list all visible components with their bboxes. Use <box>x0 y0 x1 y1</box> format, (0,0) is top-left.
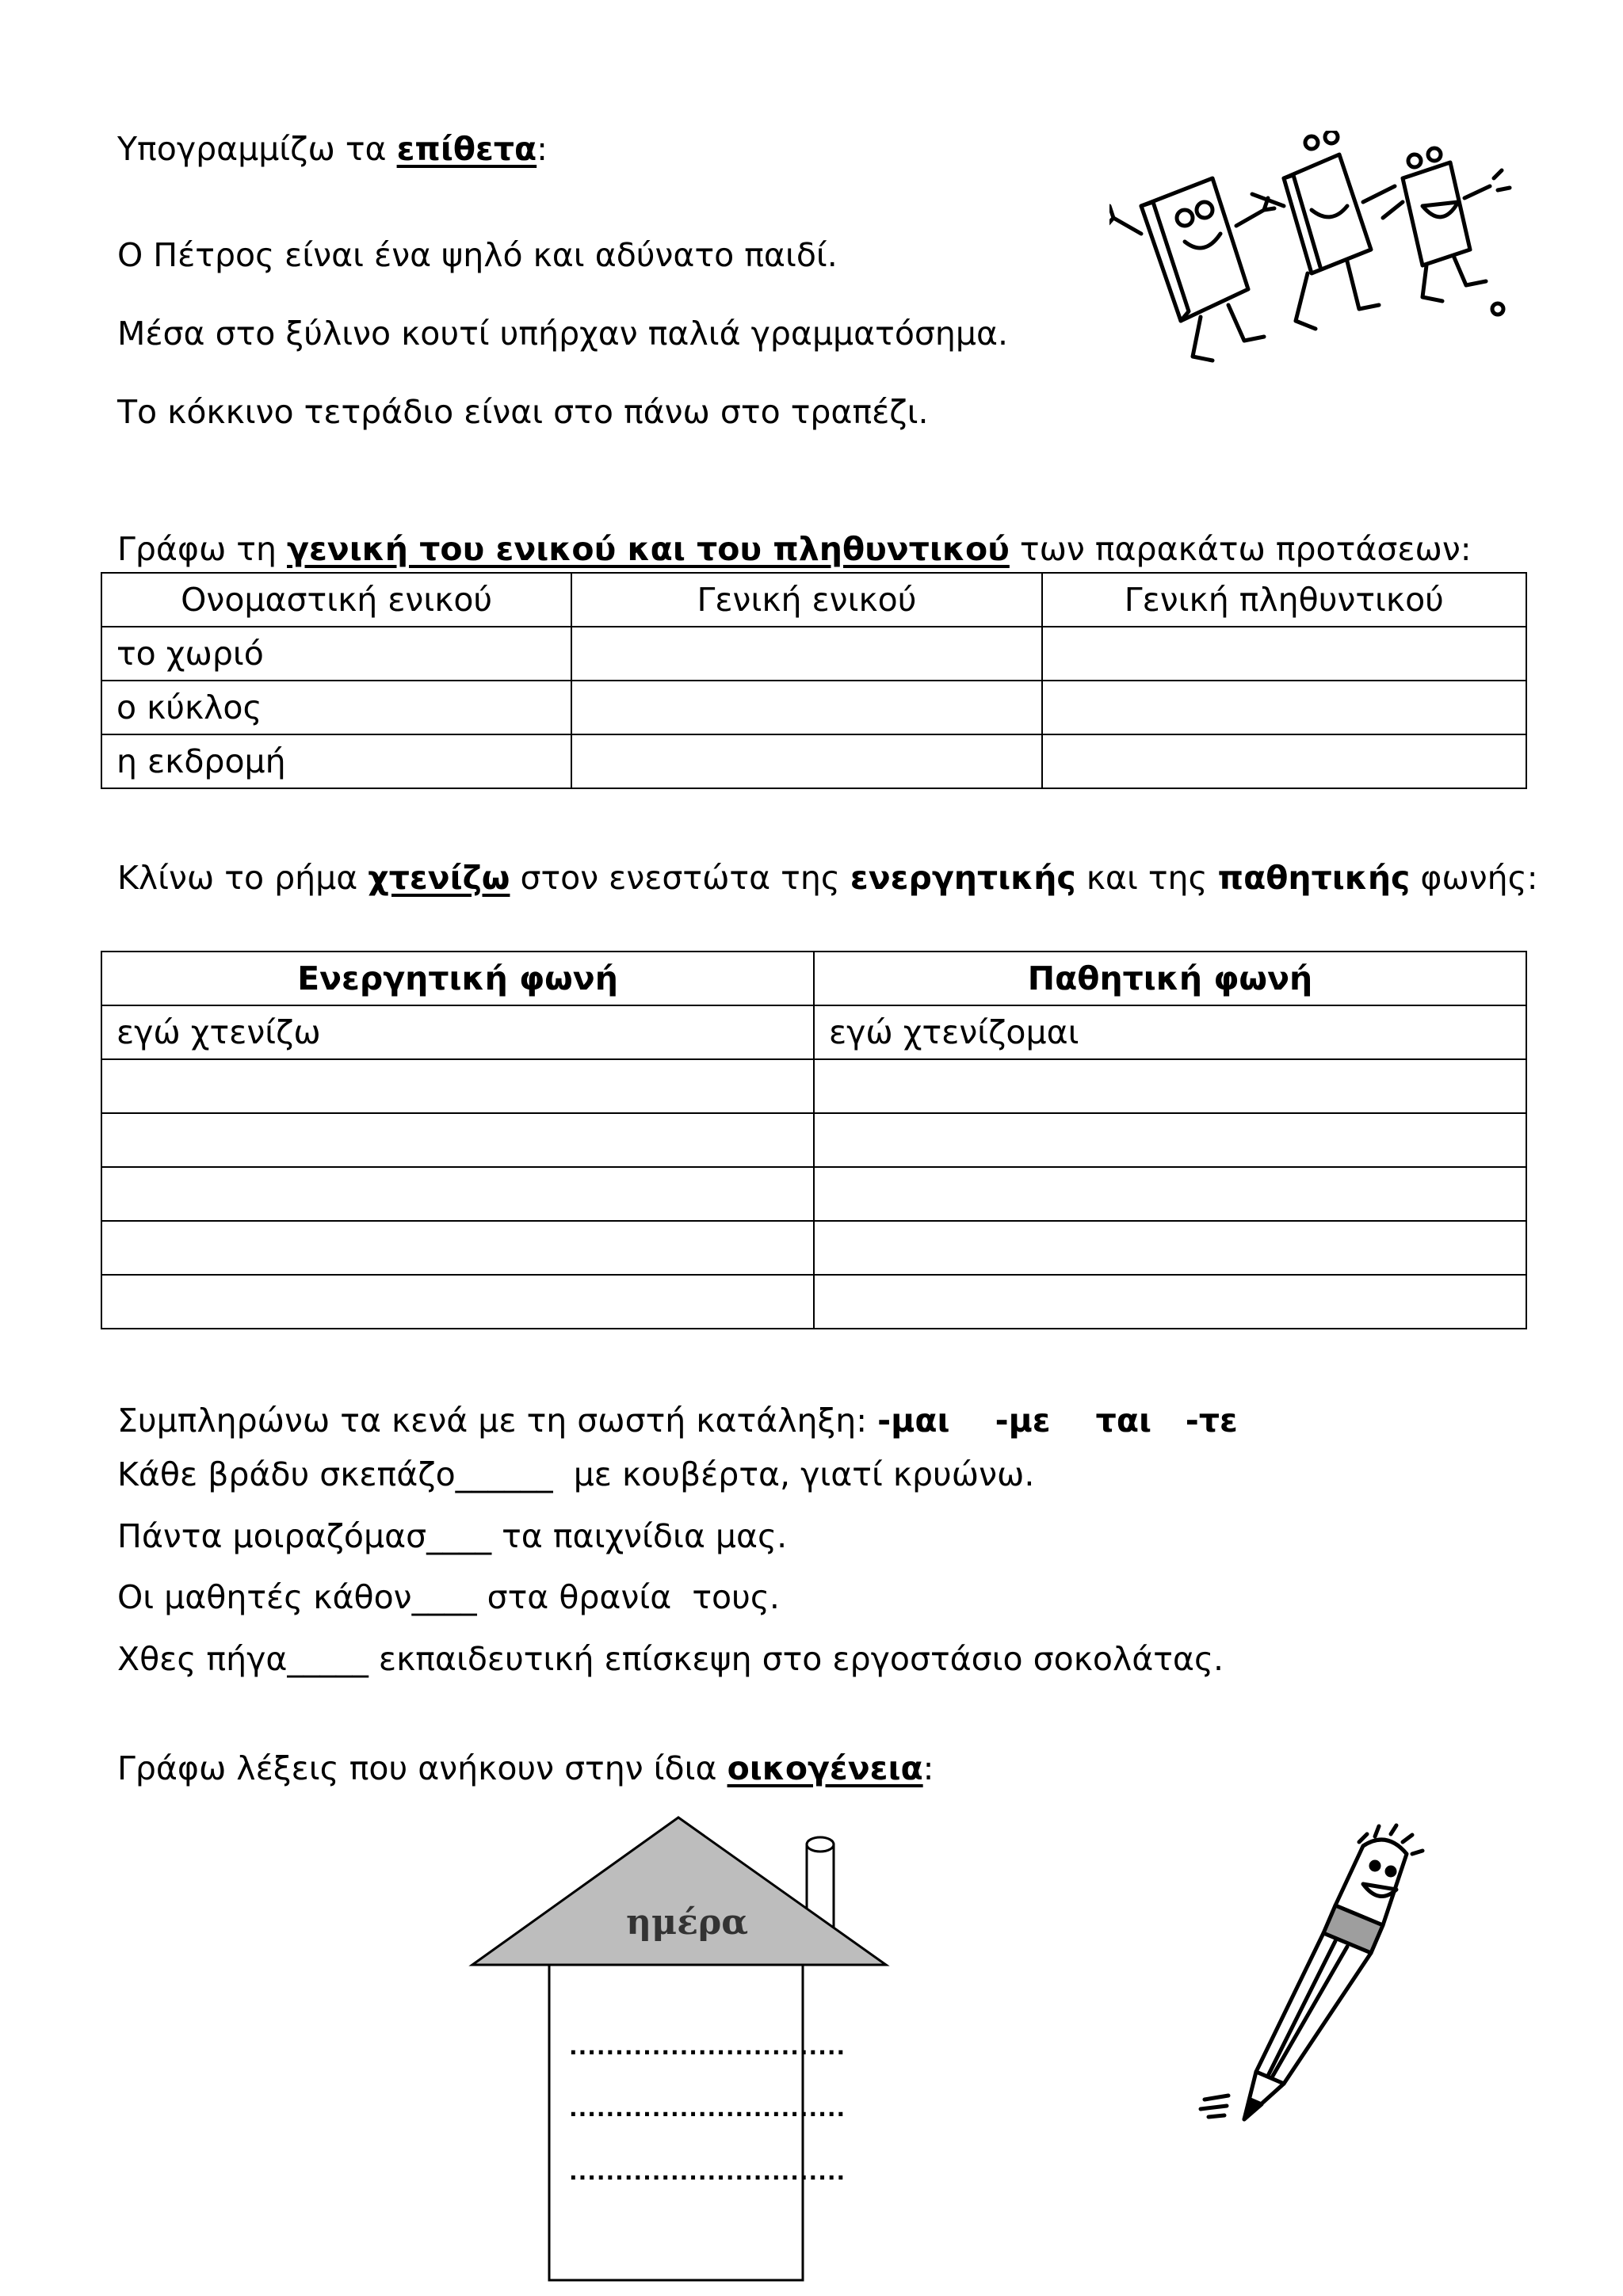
answer-cell[interactable] <box>571 681 1041 734</box>
adjective-sentence: Μέσα στο ξύλινο κουτί υπήρχαν παλιά γραμματόσημα. <box>117 315 1009 353</box>
table-row <box>101 1221 1526 1275</box>
answer-cell[interactable] <box>814 1275 1526 1329</box>
adjectives-instruction: Υπογραμμίζω τα επίθετα: <box>117 130 548 168</box>
dotted-line[interactable]: .............................. <box>569 2159 846 2185</box>
fill-sentence: Οι μαθητές κάθον____ στα θρανία τους. <box>117 1578 780 1616</box>
answer-cell[interactable] <box>814 1113 1526 1167</box>
house-body <box>549 1965 803 2280</box>
answer-cell[interactable] <box>101 1113 814 1167</box>
genitive-keyword: γενική του ενικού και του πληθυντικού <box>287 530 1010 568</box>
table-cell: εγώ χτενίζω <box>101 1005 814 1059</box>
table-row <box>101 1059 1526 1113</box>
table-cell: το χωριό <box>101 627 571 681</box>
table-header: Γενική πληθυντικού <box>1042 573 1526 627</box>
table-row <box>101 1113 1526 1167</box>
chimney-top <box>807 1837 834 1852</box>
answer-cell[interactable] <box>571 627 1041 681</box>
genitive-instruction: Γράφω τη γενική του ενικού και του πληθυντικού των παρακάτω προτάσεων: <box>117 530 1472 568</box>
answer-cell[interactable] <box>1042 681 1526 734</box>
table-header: Γενική ενικού <box>571 573 1041 627</box>
active-keyword: ενεργητικής <box>850 859 1076 897</box>
answer-cell[interactable] <box>101 1275 814 1329</box>
answer-cell[interactable] <box>571 734 1041 788</box>
root-word: ημέρα <box>626 1902 749 1943</box>
fill-sentence: Πάντα μοιραζόμασ____ τα παιχνίδια μας. <box>117 1517 788 1555</box>
answer-cell[interactable] <box>101 1167 814 1221</box>
family-keyword: οικογένεια <box>727 1749 923 1787</box>
answer-cell[interactable] <box>814 1221 1526 1275</box>
dotted-line[interactable]: .............................. <box>569 2034 846 2060</box>
table-header: Παθητική φωνή <box>814 952 1526 1005</box>
table-row <box>101 1167 1526 1221</box>
family-instruction: Γράφω λέξεις που ανήκουν στην ίδια οικογένεια: <box>117 1749 934 1787</box>
conjugation-instruction: Κλίνω το ρήμα χτενίζω στον ενεστώτα της ενεργητικής και της παθητικής φωνής: <box>117 859 1538 897</box>
answer-cell[interactable] <box>1042 627 1526 681</box>
fill-instruction: Συμπληρώνω τα κενά με τη σωστή κατάληξη: -μαι -με ται -τε <box>117 1402 1238 1440</box>
dotted-line[interactable]: .............................. <box>569 2096 846 2122</box>
endings-list: -μαι -με ται -τε <box>877 1402 1238 1440</box>
adjectives-keyword: επίθετα <box>396 130 537 168</box>
table-row <box>101 1275 1526 1329</box>
table-header: Ενεργητική φωνή <box>101 952 814 1005</box>
answer-cell[interactable] <box>814 1059 1526 1113</box>
table-cell: η εκδρομή <box>101 734 571 788</box>
fill-sentence: Χθες πήγα_____ εκπαιδευτική επίσκεψη στο εργοστάσιο σοκολάτας. <box>117 1640 1224 1678</box>
answer-cell[interactable] <box>101 1221 814 1275</box>
answer-cell[interactable] <box>1042 734 1526 788</box>
table-row <box>101 734 1526 788</box>
table-header-row <box>101 952 1526 1005</box>
table-row <box>101 1005 1526 1059</box>
verb-keyword: χτενίζω <box>368 859 510 897</box>
smiling-pencil-icon <box>1189 1822 1450 2139</box>
dancing-books-icon <box>1109 131 1522 376</box>
table-row <box>101 681 1526 734</box>
table-cell: ο κύκλος <box>101 681 571 734</box>
adjective-sentence: Το κόκκινο τετράδιο είναι στο πάνω στο τραπέζι. <box>117 393 929 431</box>
table-header-row <box>101 573 1526 627</box>
table-cell: εγώ χτενίζομαι <box>814 1005 1526 1059</box>
genitive-table <box>101 572 1527 789</box>
table-header: Ονομαστική ενικού <box>101 573 571 627</box>
answer-cell[interactable] <box>814 1167 1526 1221</box>
adjective-sentence: Ο Πέτρος είναι ένα ψηλό και αδύνατο παιδί. <box>117 236 838 274</box>
fill-sentence: Κάθε βράδυ σκεπάζο______ με κουβέρτα, γιατί κρυώνω. <box>117 1455 1035 1493</box>
passive-keyword: παθητικής <box>1217 859 1411 897</box>
conjugation-table <box>101 951 1527 1329</box>
answer-cell[interactable] <box>101 1059 814 1113</box>
table-row <box>101 627 1526 681</box>
